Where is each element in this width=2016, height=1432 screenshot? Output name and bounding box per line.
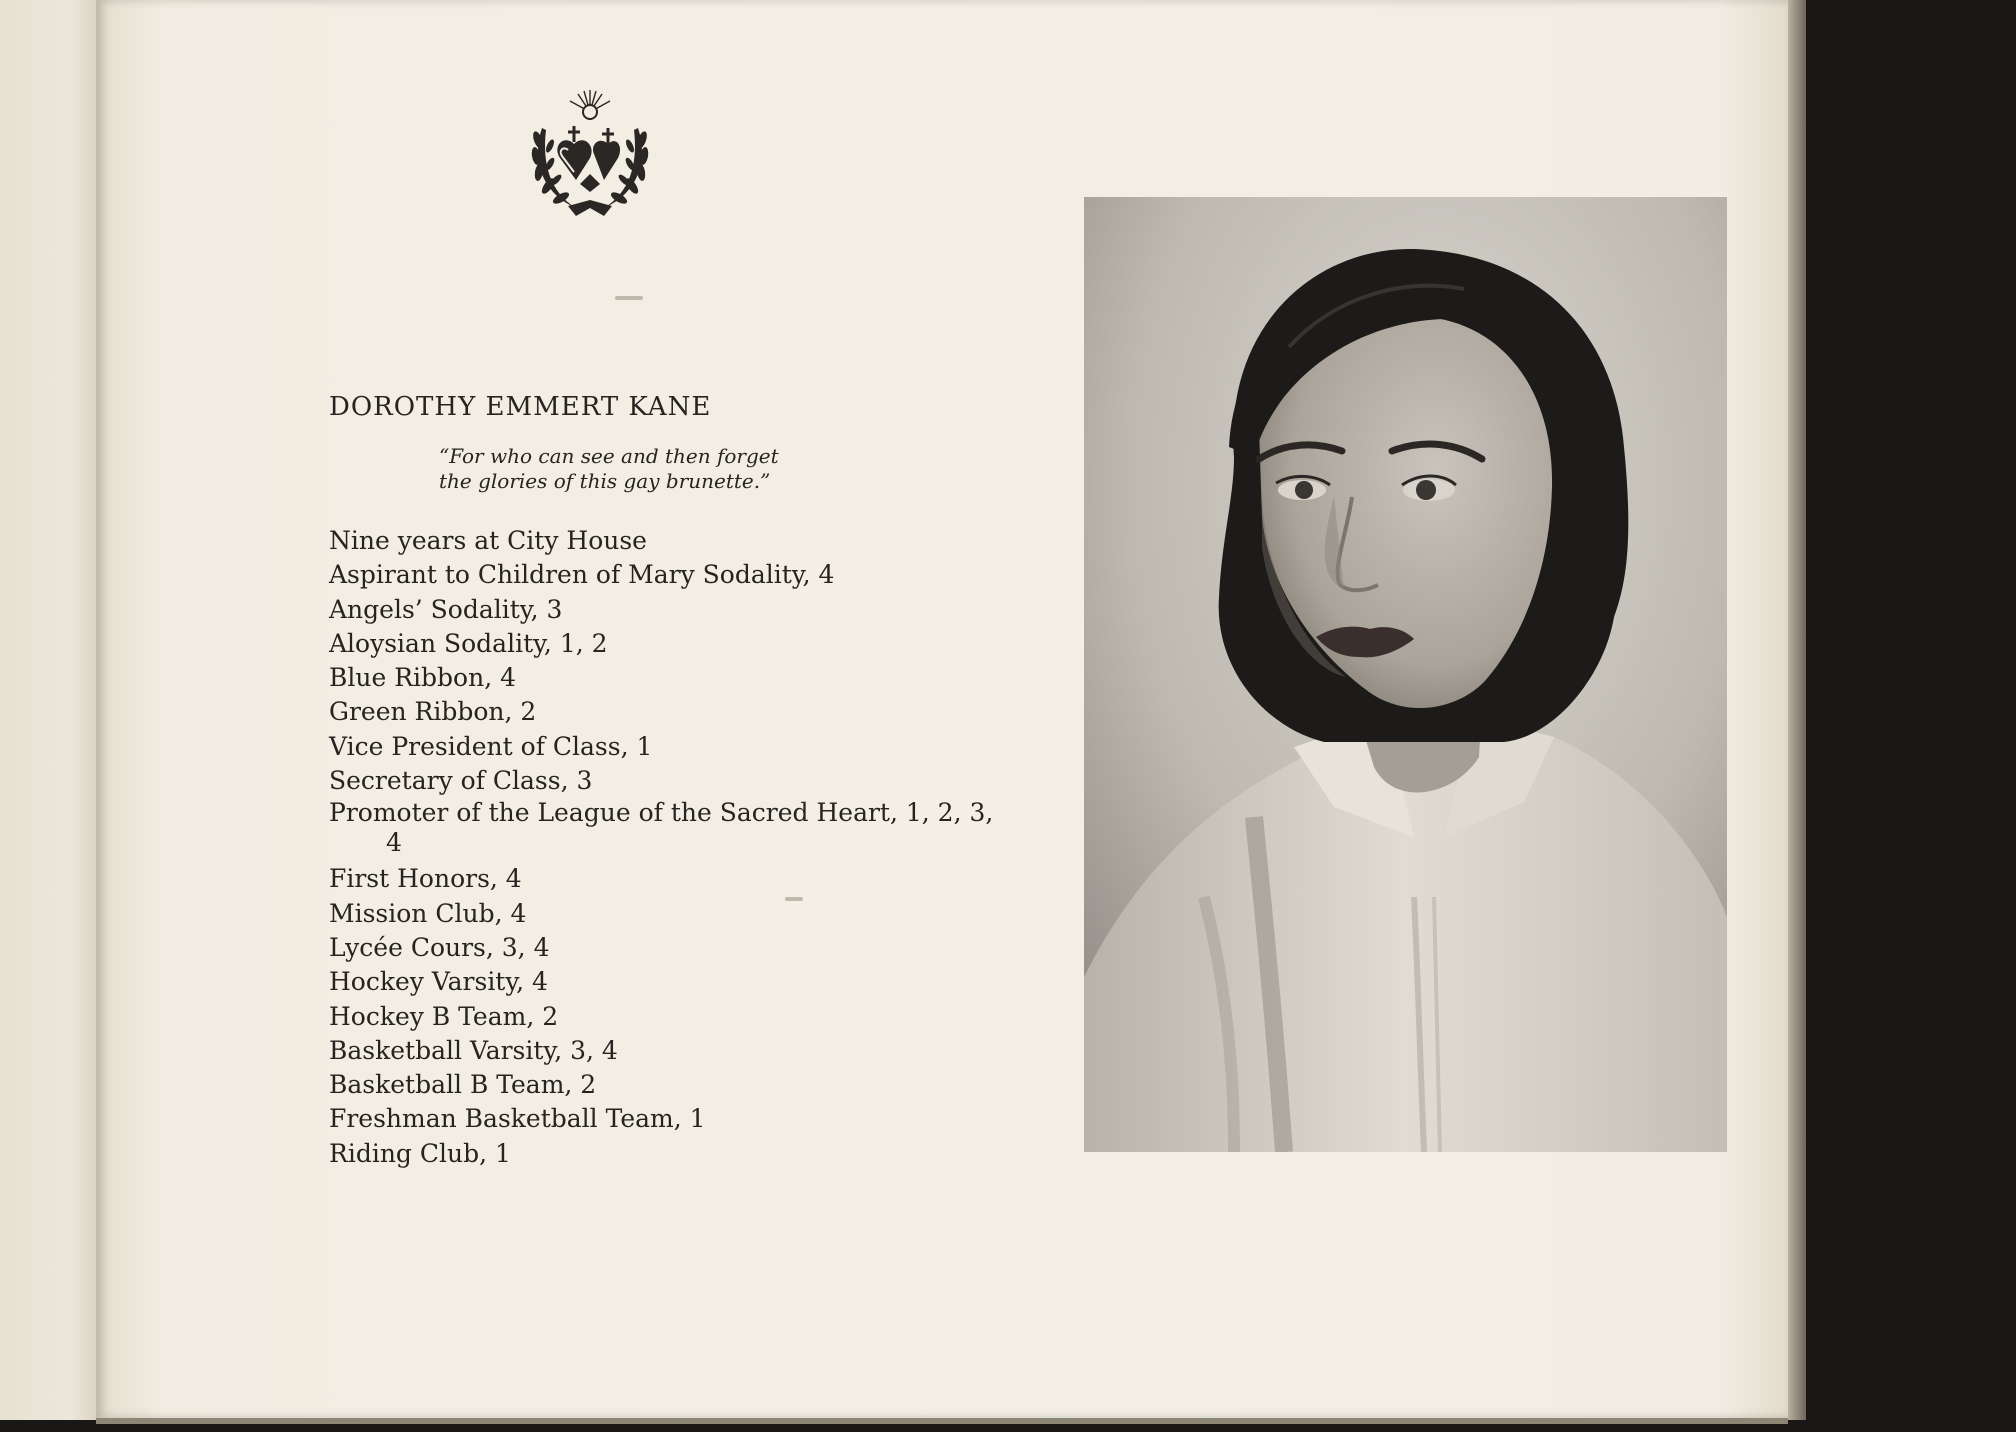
previous-page-edge (0, 0, 100, 1420)
yearbook-page (96, 0, 1788, 1424)
activity-item: Riding Club, 1 (329, 1138, 511, 1168)
activity-item: Aloysian Sodality, 1, 2 (329, 628, 608, 658)
activity-item: Secretary of Class, 3 (329, 766, 593, 796)
quote-line: “For who can see and then forget (439, 444, 779, 468)
print-smudge (615, 296, 643, 300)
quote-line: the glories of this gay brunette.” (439, 469, 771, 493)
activity-item: Hockey Varsity, 4 (329, 967, 548, 997)
activity-item: Freshman Basketball Team, 1 (329, 1104, 706, 1134)
activity-item: Lycée Cours, 3, 4 (329, 932, 550, 962)
activity-item: Aspirant to Children of Mary Sodality, 4 (329, 560, 835, 590)
activity-item: Vice President of Class, 1 (329, 731, 653, 761)
activity-item: Blue Ribbon, 4 (329, 663, 516, 693)
activity-item: Mission Club, 4 (329, 898, 527, 928)
activity-item: Hockey B Team, 2 (329, 1001, 559, 1031)
portrait-photo-icon (1084, 197, 1727, 1152)
student-name: DOROTHY EMMERT KANE (329, 392, 712, 422)
activity-item: Nine years at City House (329, 526, 647, 555)
activity-item: Basketball B Team, 2 (329, 1070, 597, 1100)
activity-item: Angels’ Sodality, 3 (329, 594, 563, 624)
activity-item: Basketball Varsity, 3, 4 (329, 1035, 618, 1065)
activity-item: Green Ribbon, 2 (329, 697, 537, 727)
student-entry (329, 392, 1009, 1171)
crest-emblem-icon (524, 88, 656, 222)
activity-item: First Honors, 4 (329, 864, 522, 894)
page-edge (1788, 0, 1806, 1420)
student-quote (439, 444, 1009, 494)
activities-list (329, 524, 1009, 1171)
activity-item: Promoter of the League of the Sacred Heart, 1, 2, 3, 4 (329, 798, 994, 858)
